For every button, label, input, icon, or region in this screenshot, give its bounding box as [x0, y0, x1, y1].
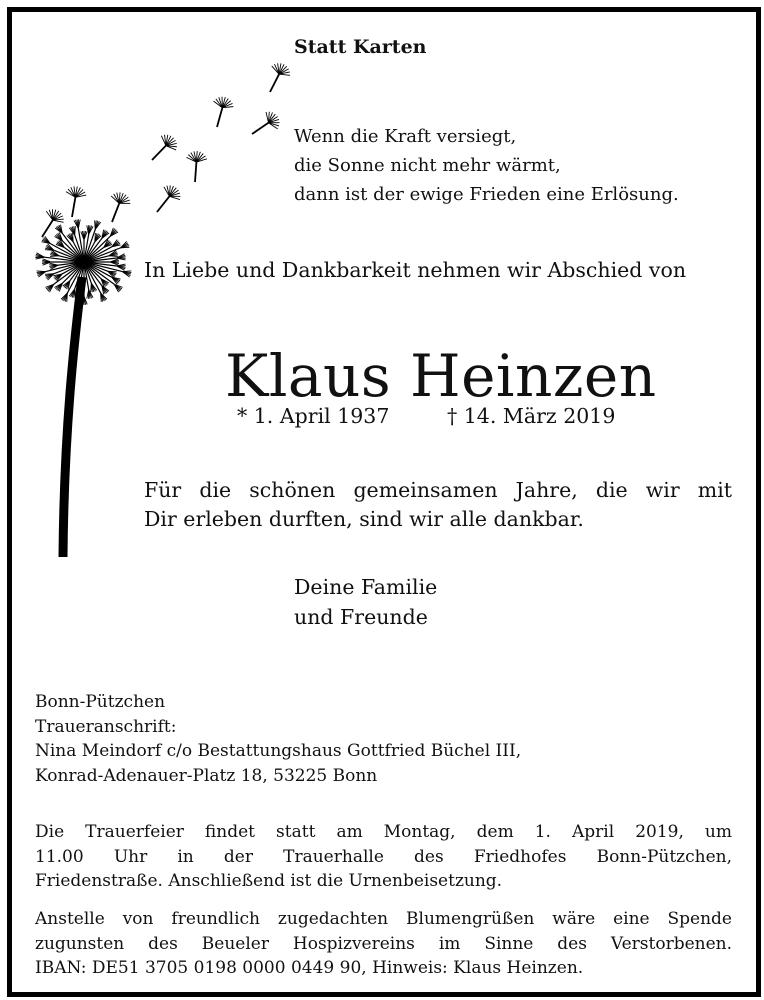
message-line: Für die schönen gemeinsamen Jahre, die wir mit	[144, 478, 732, 502]
signature	[294, 572, 437, 632]
signature-line: und Freunde	[294, 605, 428, 629]
poem-line: die Sonne nicht mehr wärmt,	[294, 155, 561, 176]
poem-line: dann ist der ewige Frieden eine Erlösung.	[294, 184, 679, 205]
mourning-address	[35, 690, 521, 788]
address-line: Konrad-Adenauer-Platz 18, 53225 Bonn	[35, 765, 378, 786]
family-message	[144, 476, 732, 534]
notice-heading: Statt Karten	[294, 36, 427, 58]
ceremony-line: Die Trauerfeier findet statt am Montag, dem 1. April 2019, um	[35, 822, 732, 842]
signature-line: Deine Familie	[294, 575, 438, 599]
message-line: Dir erleben durften, sind wir alle dankbar.	[144, 507, 584, 531]
intro-text: In Liebe und Dankbarkeit nehmen wir Abschied von	[144, 258, 687, 282]
donation-line: IBAN: DE51 3705 0198 0000 0449 90, Hinweis: Klaus Heinzen.	[35, 958, 584, 978]
obituary-notice	[7, 7, 761, 997]
donation-info	[35, 907, 732, 981]
deceased-name: Klaus Heinzen	[225, 342, 657, 410]
address-line: Traueranschrift:	[35, 716, 177, 737]
donation-line: zugunsten des Beueler Hospizvereins im Sinne des Verstorbenen.	[35, 933, 732, 954]
birth-date: * 1. April 1937	[237, 404, 390, 428]
poem-line: Wenn die Kraft versiegt,	[294, 126, 517, 147]
address-line: Bonn-Pützchen	[35, 692, 166, 712]
death-date: † 14. März 2019	[447, 404, 616, 428]
donation-line: Anstelle von freundlich zugedachten Blumengrüßen wäre eine Spende	[35, 909, 732, 929]
ceremony-line: Friedenstraße. Anschließend ist die Urnenbeisetzung.	[35, 871, 503, 891]
ceremony-info	[35, 820, 732, 894]
address-line: Nina Meindorf c/o Bestattungshaus Gottfried Büchel III,	[35, 741, 522, 761]
poem	[294, 122, 679, 209]
ceremony-line: 11.00 Uhr in der Trauerhalle des Friedhofes Bonn-Pützchen,	[35, 846, 732, 867]
